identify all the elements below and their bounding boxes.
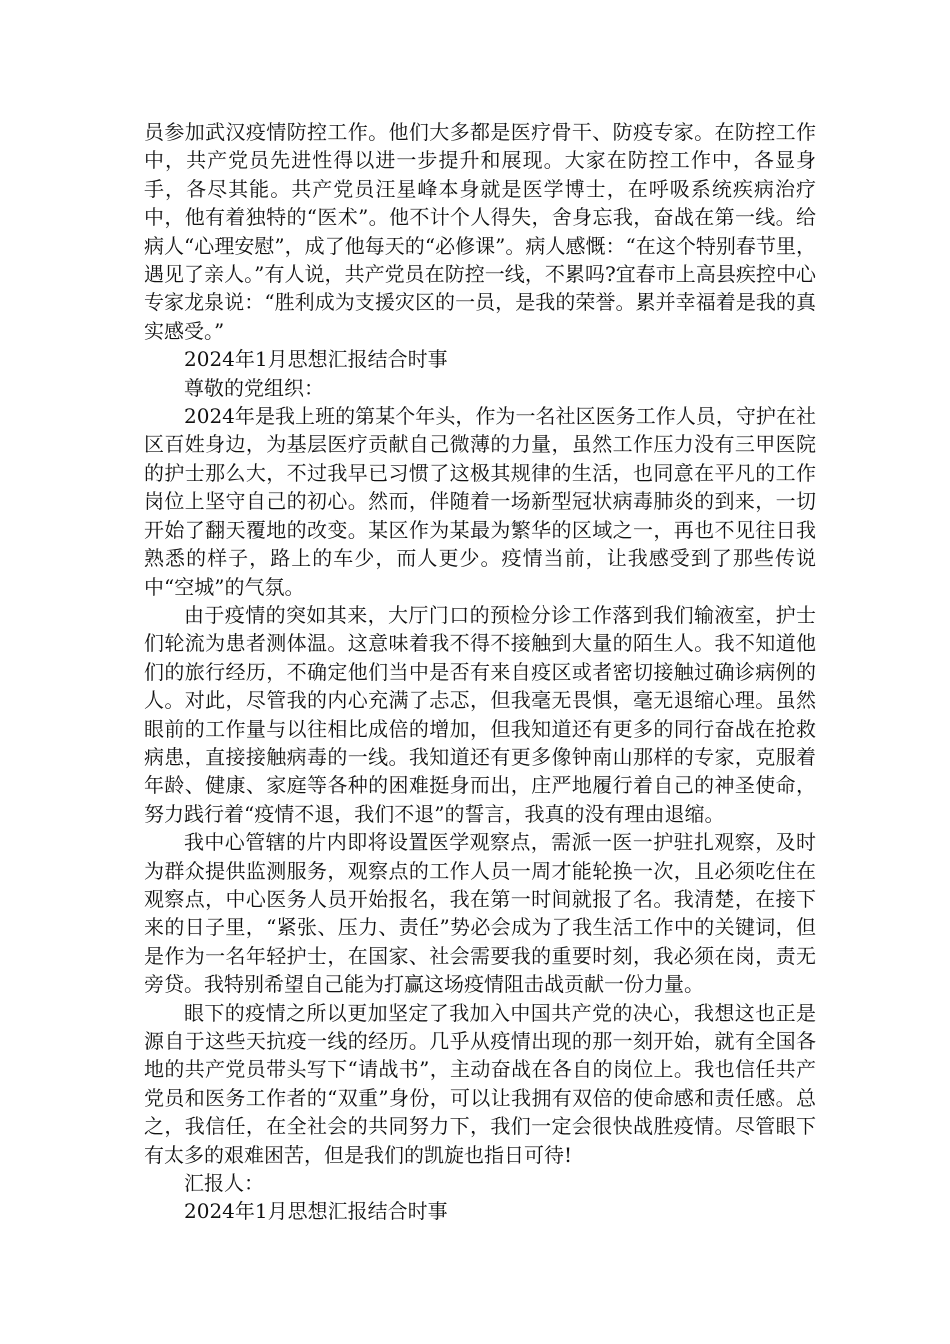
paragraph-resolve: 眼下的疫情之所以更加坚定了我加入中国共产党的决心，我想这也正是源自于这些天抗疫一线的经历。几乎从疫情出现的那一刻开始，就有全国各地的共产党员带头写下“请战书”，主动奋战在各自的岗位上。我也信任共产党员和医务工作者的“双重”身份，可以让我拥有双倍的使命感和责任感。总之，我信任，在全社会的共同努力下，我们一定会很快战胜疫情。尽管眼下有太多的艰难困苦，但是我们的凯旋也指日可待! — [144, 1000, 816, 1167]
paragraph-intro: 2024年是我上班的第某个年头，作为一名社区医务工作人员，守护在社区百姓身边，为基层医疗贡献自己微薄的力量，虽然工作压力没有三甲医院的护士那么大，不过我早已习惯了这极其规律的生活，也同意在平凡的工作岗位上坚守自己的初心。然而，伴随着一场新型冠状病毒肺炎的到来，一切开始了翻天覆地的改变。某区作为某最为繁华的区域之一，再也不见往日我熟悉的样子，路上的车少，而人更少。疫情当前，让我感受到了那些传说中“空城”的气氛。 — [144, 404, 816, 599]
report-title: 2024年1月思想汇报结合时事 — [184, 347, 448, 372]
document-body — [144, 118, 816, 1226]
reporter-label: 汇报人： — [184, 1171, 264, 1196]
salutation: 尊敬的党组织： — [184, 375, 324, 400]
paragraph-observation-point: 我中心管辖的片内即将设置医学观察点，需派一医一护驻扎观察，及时为群众提供监测服务，观察点的工作人员一周才能轮换一次，且必须吃住在观察点，中心医务人员开始报名，我在第一时间就报了名。我清楚，在接下来的日子里，“紧张、压力、责任”势必会成为了我生活工作中的关键词，但是作为一名年轻护士，在国家、社会需要我的重要时刻，我必须在岗，责无旁贷。我特别希望自己能为打赢这场疫情阻击战贡献一份力量。 — [144, 830, 816, 997]
paragraph-triage: 由于疫情的突如其来，大厅门口的预检分诊工作落到我们输液室，护士们轮流为患者测体温。这意味着我不得不接触到大量的陌生人。我不知道他们的旅行经历，不确定他们当中是否有来自疫区或者密切接触过确诊病例的人。对此，尽管我的内心充满了忐忑，但我毫无畏惧，毫无退缩心理。虽然眼前的工作量与以往相比成倍的增加，但我知道还有更多的同行奋战在抢救病患，直接接触病毒的一线。我知道还有更多像钟南山那样的专家，克服着年龄、健康、家庭等各种的困难挺身而出，庄严地履行着自己的神圣使命，努力践行着“疫情不退，我们不退”的誓言，我真的没有理由退缩。 — [144, 602, 816, 826]
paragraph-continuation: 员参加武汉疫情防控工作。他们大多都是医疗骨干、防疫专家。在防控工作中，共产党员先进性得以进一步提升和展现。大家在防控工作中，各显身手，各尽其能。共产党员汪星峰本身就是医学博士，在呼吸系统疾病治疗中，他有着独特的“医术”。他不计个人得失，舍身忘我，奋战在第一线。给病人“心理安慰”，成了他每天的“必修课”。病人感慨：“在这个特别春节里，遇见了亲人。”有人说，共产党员在防控一线，不累吗?宜春市上高县疾控中心专家龙泉说：“胜利成为支援灾区的一员，是我的荣誉。累并幸福着是我的真实感受。” — [144, 120, 816, 343]
report-title-footer: 2024年1月思想汇报结合时事 — [184, 1199, 448, 1224]
